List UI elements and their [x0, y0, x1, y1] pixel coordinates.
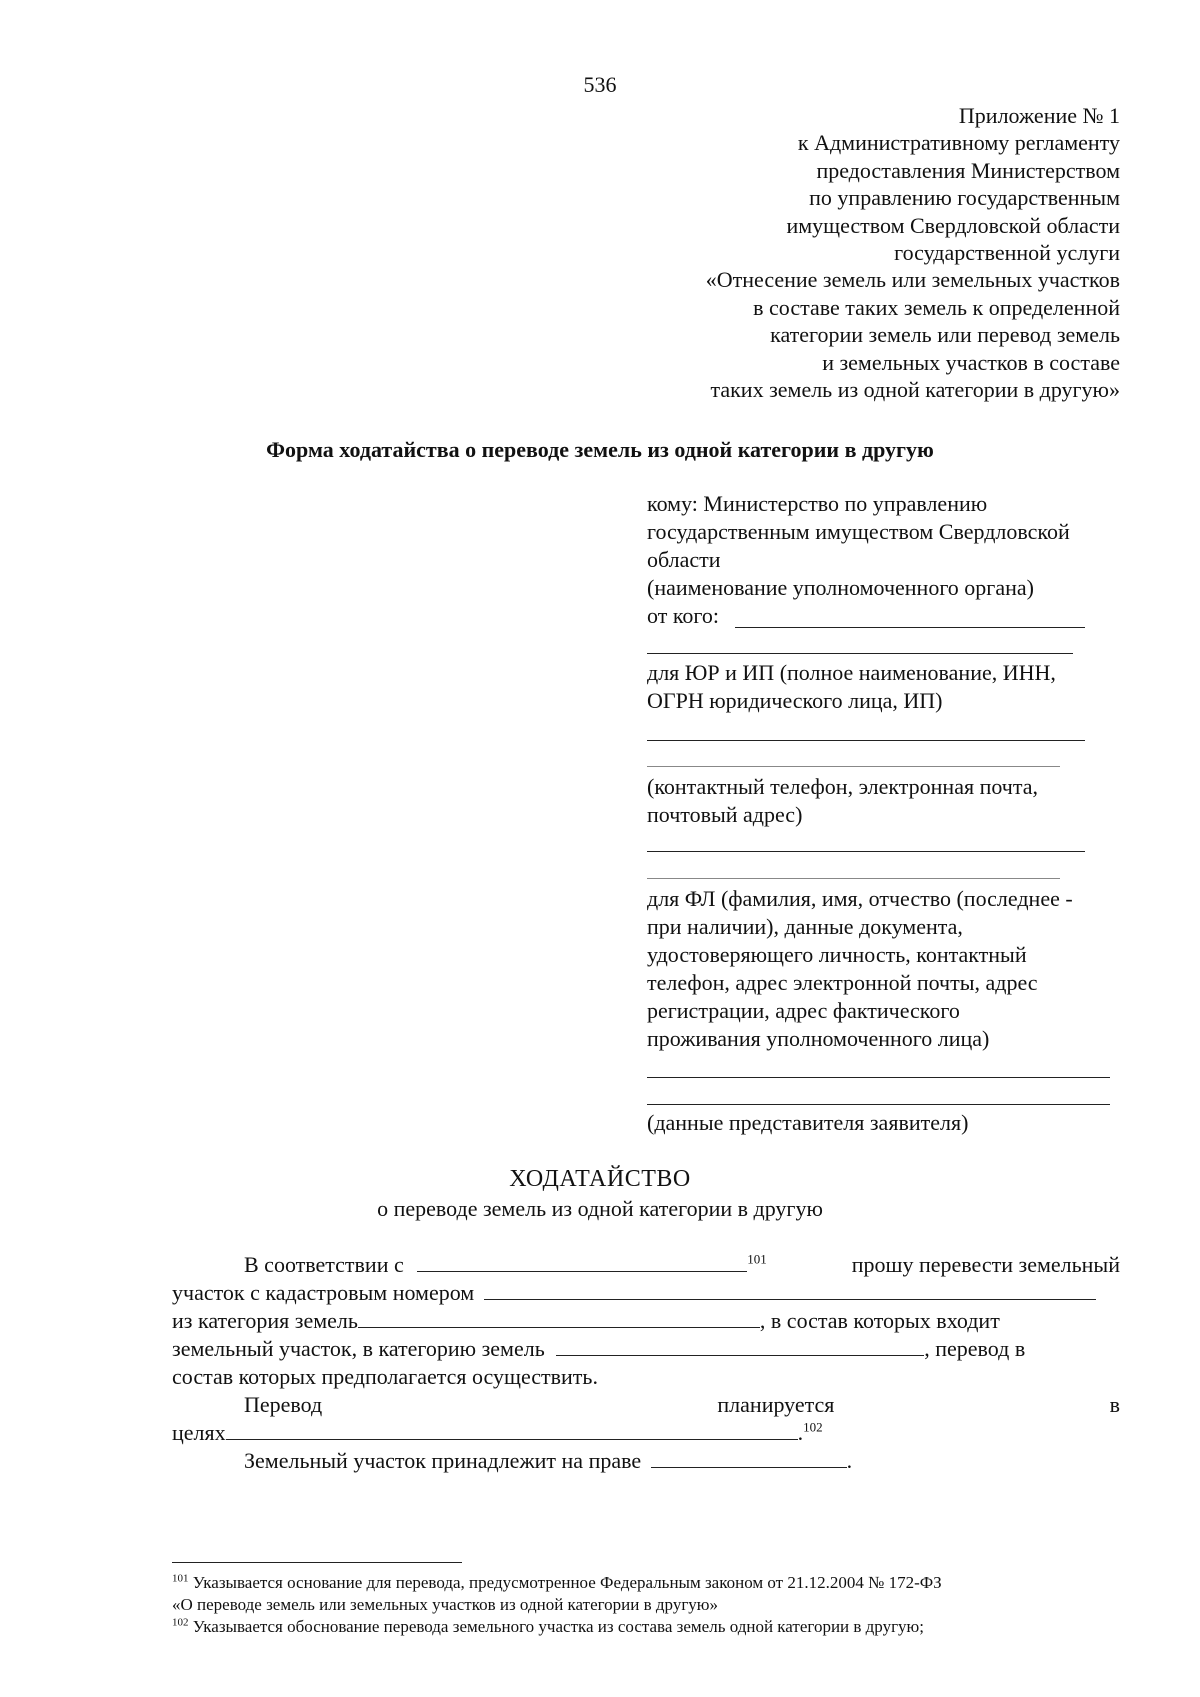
- footnote-101-continued: «О переводе земель или земельных участков из одной категории в другую»: [172, 1595, 718, 1614]
- from-label: от кого:: [647, 603, 719, 628]
- appendix-line: «Отнесение земель или земельных участков: [705, 267, 1120, 293]
- petition-text: , перевод в: [924, 1336, 1026, 1361]
- appendix-line: Приложение № 1: [958, 103, 1120, 128]
- form-title: Форма ходатайства о переводе земель из одной категории в другую: [266, 437, 934, 462]
- petition-line-8: [172, 1447, 1120, 1475]
- footnote-ref-102[interactable]: 102: [803, 1419, 823, 1435]
- individual-blank-line[interactable]: [647, 1077, 1110, 1078]
- representative-blank-line[interactable]: [647, 1104, 1110, 1105]
- appendix-line: предоставления Министерством: [816, 157, 1120, 183]
- addressee-note: (наименование уполномоченного органа): [647, 575, 1034, 600]
- individual-note: для ФЛ (фамилия, имя, отчество (последнее -: [647, 886, 1073, 911]
- appendix-line: по управлению государственным: [809, 185, 1120, 211]
- from-blank-line[interactable]: [735, 627, 1085, 628]
- petition-line-7: [172, 1419, 1120, 1447]
- petition-text: целях: [172, 1420, 226, 1445]
- legal-entity-note: ОГРН юридического лица, ИП): [647, 688, 943, 713]
- appendix-line: и земельных участков в составе: [822, 349, 1120, 375]
- petition-text: , в состав которых входит: [759, 1308, 1000, 1333]
- petition-line-2: [172, 1279, 1120, 1307]
- current-category-blank[interactable]: [358, 1307, 760, 1328]
- petition-text: планируется: [717, 1392, 835, 1417]
- petition-heading: ХОДАТАЙСТВО: [509, 1166, 691, 1192]
- footnote-text: Указывается основание для перевода, предусмотренное Федеральным законом от 21.12.2004 № 172-ФЗ: [192, 1573, 942, 1592]
- page-number: 536: [583, 72, 617, 97]
- petition-subheading: о переводе земель из одной категории в другую: [377, 1196, 823, 1221]
- contact-blank-line[interactable]: [647, 878, 1060, 879]
- ownership-right-blank[interactable]: [651, 1447, 847, 1468]
- footnote-number: 101: [172, 1572, 189, 1585]
- appendix-line: категории земель или перевод земель: [770, 322, 1120, 348]
- addressee-to: кому: Министерство по управлению: [647, 491, 988, 516]
- individual-note: проживания уполномоченного лица): [647, 1026, 990, 1051]
- appendix-line: государственной услуги: [894, 240, 1120, 266]
- contact-note: почтовый адрес): [647, 802, 803, 827]
- petition-text: в: [1109, 1392, 1120, 1417]
- contact-note: (контактный телефон, электронная почта,: [647, 774, 1038, 799]
- footnote-separator: [172, 1562, 462, 1563]
- petition-line-5: состав которых предполагается осуществить.: [172, 1364, 598, 1389]
- footnote-102: [172, 1616, 1122, 1638]
- footnote-ref-101[interactable]: 101: [747, 1251, 767, 1267]
- basis-blank[interactable]: [417, 1251, 747, 1272]
- footnote-101: [172, 1572, 1122, 1594]
- appendix-line: имуществом Свердловской области: [786, 212, 1120, 238]
- footnote-text: Указывается обоснование перевода земельного участка из состава земель одной категории в другую;: [192, 1617, 924, 1636]
- legal-entity-blank-line[interactable]: [647, 766, 1060, 767]
- legal-entity-note: для ЮР и ИП (полное наименование, ИНН,: [647, 660, 1056, 685]
- appendix-block: [560, 102, 1120, 403]
- addressee-to: области: [647, 547, 721, 572]
- petition-text: Перевод: [244, 1392, 323, 1417]
- petition-text: участок с кадастровым номером: [172, 1280, 475, 1305]
- petition-line-1: [172, 1251, 1120, 1279]
- petition-text: Земельный участок принадлежит на праве: [244, 1448, 642, 1473]
- representative-note: (данные представителя заявителя): [647, 1110, 969, 1135]
- petition-text: .: [797, 1420, 804, 1445]
- purpose-blank[interactable]: [226, 1419, 798, 1440]
- individual-note: регистрации, адрес фактического: [647, 998, 960, 1023]
- petition-text: .: [846, 1448, 853, 1473]
- appendix-line: к Административному регламенту: [797, 130, 1120, 156]
- individual-note: при наличии), данные документа,: [647, 914, 963, 939]
- petition-line-4: [172, 1335, 1120, 1363]
- individual-note: телефон, адрес электронной почты, адрес: [647, 970, 1038, 995]
- petition-text: земельный участок, в категорию земель: [172, 1336, 545, 1361]
- petition-line-6: [172, 1391, 1120, 1419]
- target-category-blank[interactable]: [556, 1335, 924, 1356]
- individual-note: удостоверяющего личность, контактный: [647, 942, 1027, 967]
- cadastral-number-blank[interactable]: [484, 1279, 1096, 1300]
- appendix-line: таких земель из одной категории в другую»: [710, 377, 1120, 403]
- petition-text: из категория земель: [172, 1308, 358, 1333]
- appendix-line: в составе таких земель к определенной: [753, 294, 1120, 320]
- addressee-to: государственным имуществом Свердловской: [647, 519, 1070, 544]
- legal-entity-blank-line[interactable]: [647, 740, 1085, 741]
- petition-line-3: [172, 1307, 1120, 1335]
- contact-blank-line[interactable]: [647, 851, 1085, 852]
- petition-text: В соответствии с: [244, 1252, 404, 1277]
- from-blank-line[interactable]: [647, 653, 1073, 654]
- footnote-number: 102: [172, 1616, 189, 1629]
- petition-text: прошу перевести земельный: [851, 1252, 1120, 1277]
